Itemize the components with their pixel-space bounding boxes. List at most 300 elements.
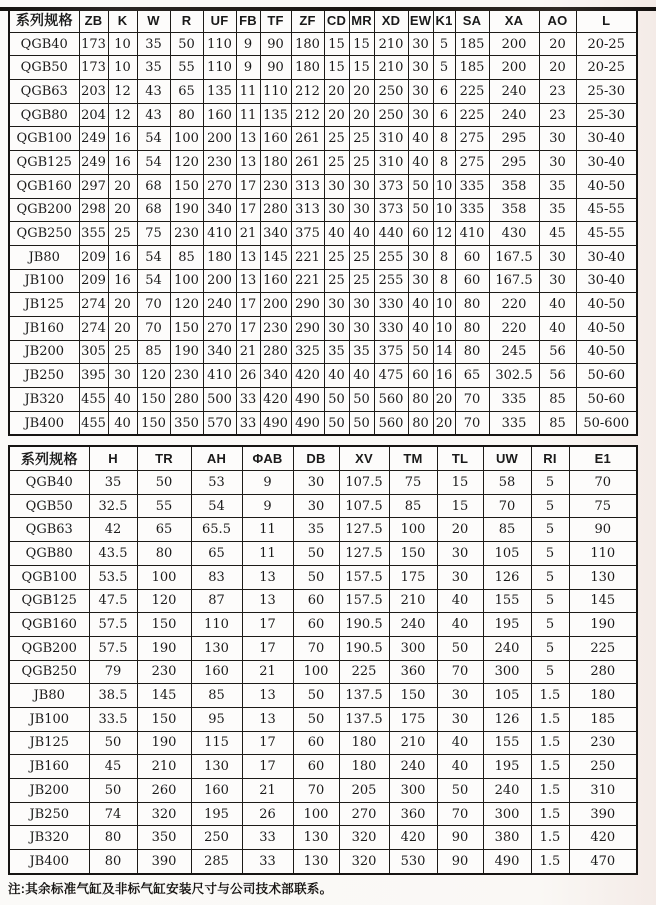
value-cell: 54	[137, 269, 170, 293]
table-row	[9, 613, 637, 637]
series-cell: JB250	[9, 802, 89, 826]
value-cell: 15	[349, 56, 374, 80]
value-cell: 20	[324, 103, 349, 127]
value-cell: 50	[324, 411, 349, 435]
value-cell: 155	[483, 589, 531, 613]
value-cell: 80	[408, 388, 433, 412]
value-cell: 30	[408, 103, 433, 127]
value-cell: 5	[433, 32, 455, 56]
value-cell: 249	[79, 127, 108, 151]
value-cell: 25-30	[576, 103, 637, 127]
value-cell: 10	[433, 316, 455, 340]
series-cell: JB200	[9, 340, 79, 364]
value-cell: 20	[433, 411, 455, 435]
value-cell: 380	[483, 826, 531, 850]
value-cell: 100	[389, 518, 437, 542]
value-cell: 261	[291, 127, 324, 151]
value-cell: 335	[455, 174, 489, 198]
series-cell: JB100	[9, 269, 79, 293]
value-cell: 225	[339, 660, 389, 684]
value-cell: 130	[191, 755, 242, 779]
value-cell: 173	[79, 32, 108, 56]
value-cell: 212	[291, 103, 324, 127]
value-cell: 30	[437, 684, 483, 708]
value-cell: 210	[389, 589, 437, 613]
value-cell: 54	[137, 245, 170, 269]
value-cell: 70	[293, 779, 339, 803]
column-header: DB	[293, 446, 339, 470]
value-cell: 85	[191, 684, 242, 708]
value-cell: 135	[260, 103, 291, 127]
value-cell: 490	[291, 388, 324, 412]
value-cell: 80	[89, 826, 137, 850]
value-cell: 225	[569, 636, 637, 660]
value-cell: 45-55	[576, 198, 637, 222]
value-cell: 275	[455, 151, 489, 175]
value-cell: 250	[374, 103, 408, 127]
value-cell: 200	[203, 127, 236, 151]
value-cell: 250	[374, 80, 408, 104]
value-cell: 305	[79, 340, 108, 364]
value-cell: 420	[569, 826, 637, 850]
value-cell: 40	[324, 364, 349, 388]
value-cell: 40	[539, 316, 576, 340]
value-cell: 330	[374, 316, 408, 340]
value-cell: 275	[455, 127, 489, 151]
value-cell: 30	[408, 32, 433, 56]
value-cell: 13	[236, 151, 260, 175]
series-cell: JB200	[9, 779, 89, 803]
value-cell: 395	[79, 364, 108, 388]
value-cell: 230	[170, 222, 203, 246]
value-cell: 120	[170, 293, 203, 317]
value-cell: 420	[260, 388, 291, 412]
value-cell: 145	[260, 245, 291, 269]
value-cell: 43.5	[89, 542, 137, 566]
value-cell: 10	[108, 56, 137, 80]
value-cell: 310	[374, 151, 408, 175]
value-cell: 35	[137, 56, 170, 80]
series-cell: QGB100	[9, 127, 79, 151]
value-cell: 90	[437, 850, 483, 874]
column-header: R	[170, 8, 203, 32]
value-cell: 15	[324, 32, 349, 56]
value-cell: 5	[531, 542, 569, 566]
value-cell: 80	[89, 850, 137, 874]
value-cell: 60	[455, 245, 489, 269]
value-cell: 110	[191, 613, 242, 637]
column-header: AH	[191, 446, 242, 470]
value-cell: 65	[191, 542, 242, 566]
series-cell: JB400	[9, 850, 89, 874]
value-cell: 33	[236, 411, 260, 435]
value-cell: 50	[137, 471, 191, 495]
value-cell: 17	[236, 316, 260, 340]
value-cell: 313	[291, 174, 324, 198]
value-cell: 221	[291, 269, 324, 293]
value-cell: 220	[489, 293, 539, 317]
value-cell: 16	[433, 364, 455, 388]
value-cell: 55	[137, 494, 191, 518]
series-cell: JB320	[9, 826, 89, 850]
value-cell: 490	[483, 850, 531, 874]
value-cell: 38.5	[89, 684, 137, 708]
value-cell: 35	[349, 340, 374, 364]
value-cell: 420	[291, 364, 324, 388]
value-cell: 25	[349, 151, 374, 175]
value-cell: 35	[89, 471, 137, 495]
value-cell: 40	[408, 316, 433, 340]
value-cell: 70	[293, 636, 339, 660]
value-cell: 50	[89, 731, 137, 755]
value-cell: 20	[108, 293, 137, 317]
value-cell: 335	[455, 198, 489, 222]
value-cell: 21	[236, 340, 260, 364]
value-cell: 1.5	[531, 707, 569, 731]
value-cell: 10	[433, 293, 455, 317]
value-cell: 75	[389, 471, 437, 495]
value-cell: 200	[489, 32, 539, 56]
table-row	[9, 316, 637, 340]
value-cell: 9	[242, 494, 293, 518]
value-cell: 5	[531, 518, 569, 542]
value-cell: 300	[483, 802, 531, 826]
value-cell: 33	[242, 850, 293, 874]
table-row	[9, 850, 637, 874]
value-cell: 25	[108, 222, 137, 246]
value-cell: 40	[108, 411, 137, 435]
value-cell: 20	[108, 198, 137, 222]
value-cell: 16	[108, 151, 137, 175]
value-cell: 35	[293, 518, 339, 542]
value-cell: 85	[170, 245, 203, 269]
value-cell: 30-40	[576, 127, 637, 151]
value-cell: 40	[349, 222, 374, 246]
value-cell: 280	[260, 198, 291, 222]
value-cell: 80	[408, 411, 433, 435]
column-header: ZF	[291, 8, 324, 32]
scanned-page	[0, 7, 656, 905]
value-cell: 13	[236, 245, 260, 269]
column-header: XA	[489, 8, 539, 32]
value-cell: 10	[433, 174, 455, 198]
value-cell: 107.5	[339, 471, 389, 495]
value-cell: 42	[89, 518, 137, 542]
value-cell: 160	[260, 127, 291, 151]
value-cell: 57.5	[89, 636, 137, 660]
value-cell: 11	[242, 542, 293, 566]
value-cell: 8	[433, 269, 455, 293]
value-cell: 230	[260, 316, 291, 340]
value-cell: 40	[437, 589, 483, 613]
value-cell: 160	[203, 103, 236, 127]
value-cell: 155	[483, 731, 531, 755]
value-cell: 13	[242, 589, 293, 613]
value-cell: 300	[483, 660, 531, 684]
value-cell: 470	[569, 850, 637, 874]
table-row	[9, 542, 637, 566]
value-cell: 270	[339, 802, 389, 826]
value-cell: 5	[531, 589, 569, 613]
column-header: RI	[531, 446, 569, 470]
value-cell: 475	[374, 364, 408, 388]
value-cell: 14	[433, 340, 455, 364]
table-row	[9, 826, 637, 850]
value-cell: 80	[455, 293, 489, 317]
value-cell: 20	[349, 103, 374, 127]
value-cell: 209	[79, 245, 108, 269]
table-row	[9, 269, 637, 293]
value-cell: 90	[260, 32, 291, 56]
value-cell: 79	[89, 660, 137, 684]
value-cell: 47.5	[89, 589, 137, 613]
value-cell: 10	[108, 32, 137, 56]
value-cell: 200	[489, 56, 539, 80]
table-row	[9, 80, 637, 104]
value-cell: 26	[236, 364, 260, 388]
value-cell: 204	[79, 103, 108, 127]
series-cell: JB125	[9, 293, 79, 317]
series-cell: QGB200	[9, 636, 89, 660]
value-cell: 200	[260, 293, 291, 317]
value-cell: 240	[389, 613, 437, 637]
value-cell: 270	[203, 316, 236, 340]
value-cell: 350	[170, 411, 203, 435]
series-cell: JB125	[9, 731, 89, 755]
value-cell: 54	[191, 494, 242, 518]
value-cell: 290	[291, 316, 324, 340]
value-cell: 30	[539, 127, 576, 151]
value-cell: 90	[437, 826, 483, 850]
column-header: K1	[433, 8, 455, 32]
value-cell: 335	[489, 411, 539, 435]
value-cell: 375	[374, 340, 408, 364]
series-cell: JB250	[9, 364, 79, 388]
value-cell: 50	[408, 174, 433, 198]
value-cell: 300	[389, 779, 437, 803]
value-cell: 40	[108, 388, 137, 412]
value-cell: 11	[242, 518, 293, 542]
value-cell: 173	[79, 56, 108, 80]
value-cell: 180	[291, 32, 324, 56]
value-cell: 8	[433, 151, 455, 175]
value-cell: 65	[170, 80, 203, 104]
value-cell: 373	[374, 198, 408, 222]
value-cell: 126	[483, 707, 531, 731]
column-header: TF	[260, 8, 291, 32]
value-cell: 160	[191, 779, 242, 803]
value-cell: 50	[408, 340, 433, 364]
series-cell: QGB250	[9, 660, 89, 684]
value-cell: 12	[108, 80, 137, 104]
value-cell: 100	[293, 802, 339, 826]
value-cell: 43	[137, 103, 170, 127]
value-cell: 5	[531, 494, 569, 518]
value-cell: 225	[455, 80, 489, 104]
value-cell: 120	[137, 364, 170, 388]
value-cell: 5	[433, 56, 455, 80]
value-cell: 130	[191, 636, 242, 660]
value-cell: 285	[191, 850, 242, 874]
table-row	[9, 56, 637, 80]
value-cell: 20-25	[576, 56, 637, 80]
value-cell: 126	[483, 565, 531, 589]
value-cell: 40	[539, 293, 576, 317]
value-cell: 50	[437, 779, 483, 803]
value-cell: 87	[191, 589, 242, 613]
table-row	[9, 151, 637, 175]
column-header: 系列规格	[9, 8, 79, 32]
value-cell: 195	[483, 755, 531, 779]
value-cell: 120	[170, 151, 203, 175]
table-row	[9, 660, 637, 684]
value-cell: 150	[389, 542, 437, 566]
value-cell: 209	[79, 269, 108, 293]
value-cell: 5	[531, 565, 569, 589]
value-cell: 68	[137, 198, 170, 222]
value-cell: 20	[349, 80, 374, 104]
value-cell: 53	[191, 471, 242, 495]
table-row	[9, 222, 637, 246]
value-cell: 80	[455, 340, 489, 364]
value-cell: 150	[137, 613, 191, 637]
value-cell: 107.5	[339, 494, 389, 518]
value-cell: 60	[293, 731, 339, 755]
value-cell: 54	[137, 127, 170, 151]
value-cell: 60	[408, 222, 433, 246]
column-header: L	[576, 8, 637, 32]
series-cell: QGB125	[9, 589, 89, 613]
value-cell: 30	[437, 542, 483, 566]
value-cell: 180	[260, 151, 291, 175]
value-cell: 20	[108, 316, 137, 340]
value-cell: 190.5	[339, 613, 389, 637]
value-cell: 40	[349, 364, 374, 388]
value-cell: 30-40	[576, 269, 637, 293]
value-cell: 65	[455, 364, 489, 388]
value-cell: 270	[203, 174, 236, 198]
value-cell: 150	[170, 174, 203, 198]
value-cell: 15	[437, 494, 483, 518]
table-row	[9, 32, 637, 56]
value-cell: 240	[203, 293, 236, 317]
value-cell: 33.5	[89, 707, 137, 731]
column-header: CD	[324, 8, 349, 32]
value-cell: 25	[324, 269, 349, 293]
value-cell: 130	[293, 850, 339, 874]
value-cell: 30	[324, 316, 349, 340]
value-cell: 85	[137, 340, 170, 364]
value-cell: 320	[339, 826, 389, 850]
value-cell: 30	[324, 198, 349, 222]
value-cell: 185	[455, 56, 489, 80]
value-cell: 16	[108, 245, 137, 269]
header-row	[9, 8, 637, 32]
value-cell: 17	[242, 731, 293, 755]
value-cell: 297	[79, 174, 108, 198]
value-cell: 500	[203, 388, 236, 412]
value-cell: 205	[339, 779, 389, 803]
value-cell: 40-50	[576, 293, 637, 317]
series-cell: QGB160	[9, 174, 79, 198]
table-row	[9, 198, 637, 222]
value-cell: 20	[539, 56, 576, 80]
value-cell: 240	[489, 103, 539, 127]
value-cell: 1.5	[531, 850, 569, 874]
value-cell: 560	[374, 411, 408, 435]
value-cell: 100	[293, 660, 339, 684]
value-cell: 70	[569, 471, 637, 495]
value-cell: 195	[191, 802, 242, 826]
value-cell: 35	[324, 340, 349, 364]
table-row	[9, 802, 637, 826]
value-cell: 210	[389, 731, 437, 755]
value-cell: 212	[291, 80, 324, 104]
scan-edge-artifact	[0, 7, 656, 11]
value-cell: 30	[293, 471, 339, 495]
column-header: ZB	[79, 8, 108, 32]
value-cell: 200	[203, 269, 236, 293]
value-cell: 360	[389, 660, 437, 684]
value-cell: 21	[236, 222, 260, 246]
column-header: UW	[483, 446, 531, 470]
value-cell: 50	[408, 198, 433, 222]
value-cell: 302.5	[489, 364, 539, 388]
value-cell: 230	[260, 174, 291, 198]
value-cell: 5	[531, 613, 569, 637]
value-cell: 5	[531, 636, 569, 660]
value-cell: 45-55	[576, 222, 637, 246]
value-cell: 105	[483, 542, 531, 566]
value-cell: 33	[242, 826, 293, 850]
series-cell: QGB63	[9, 518, 89, 542]
table-row	[9, 589, 637, 613]
value-cell: 274	[79, 293, 108, 317]
value-cell: 1.5	[531, 802, 569, 826]
table-row	[9, 388, 637, 412]
value-cell: 190	[137, 731, 191, 755]
value-cell: 150	[137, 707, 191, 731]
value-cell: 23	[539, 103, 576, 127]
value-cell: 298	[79, 198, 108, 222]
value-cell: 175	[389, 565, 437, 589]
value-cell: 16	[108, 269, 137, 293]
table-row	[9, 779, 637, 803]
value-cell: 9	[242, 471, 293, 495]
value-cell: 35	[137, 32, 170, 56]
series-cell: JB80	[9, 245, 79, 269]
value-cell: 75	[137, 222, 170, 246]
value-cell: 13	[236, 269, 260, 293]
column-header: TM	[389, 446, 437, 470]
value-cell: 110	[203, 32, 236, 56]
value-cell: 310	[374, 127, 408, 151]
column-header: H	[89, 446, 137, 470]
value-cell: 16	[108, 127, 137, 151]
value-cell: 195	[483, 613, 531, 637]
value-cell: 180	[291, 56, 324, 80]
value-cell: 15	[324, 56, 349, 80]
value-cell: 40-50	[576, 316, 637, 340]
series-cell: QGB250	[9, 222, 79, 246]
value-cell: 85	[539, 388, 576, 412]
value-cell: 60	[455, 269, 489, 293]
value-cell: 340	[203, 340, 236, 364]
table-row	[9, 293, 637, 317]
value-cell: 32.5	[89, 494, 137, 518]
value-cell: 490	[291, 411, 324, 435]
value-cell: 150	[137, 411, 170, 435]
